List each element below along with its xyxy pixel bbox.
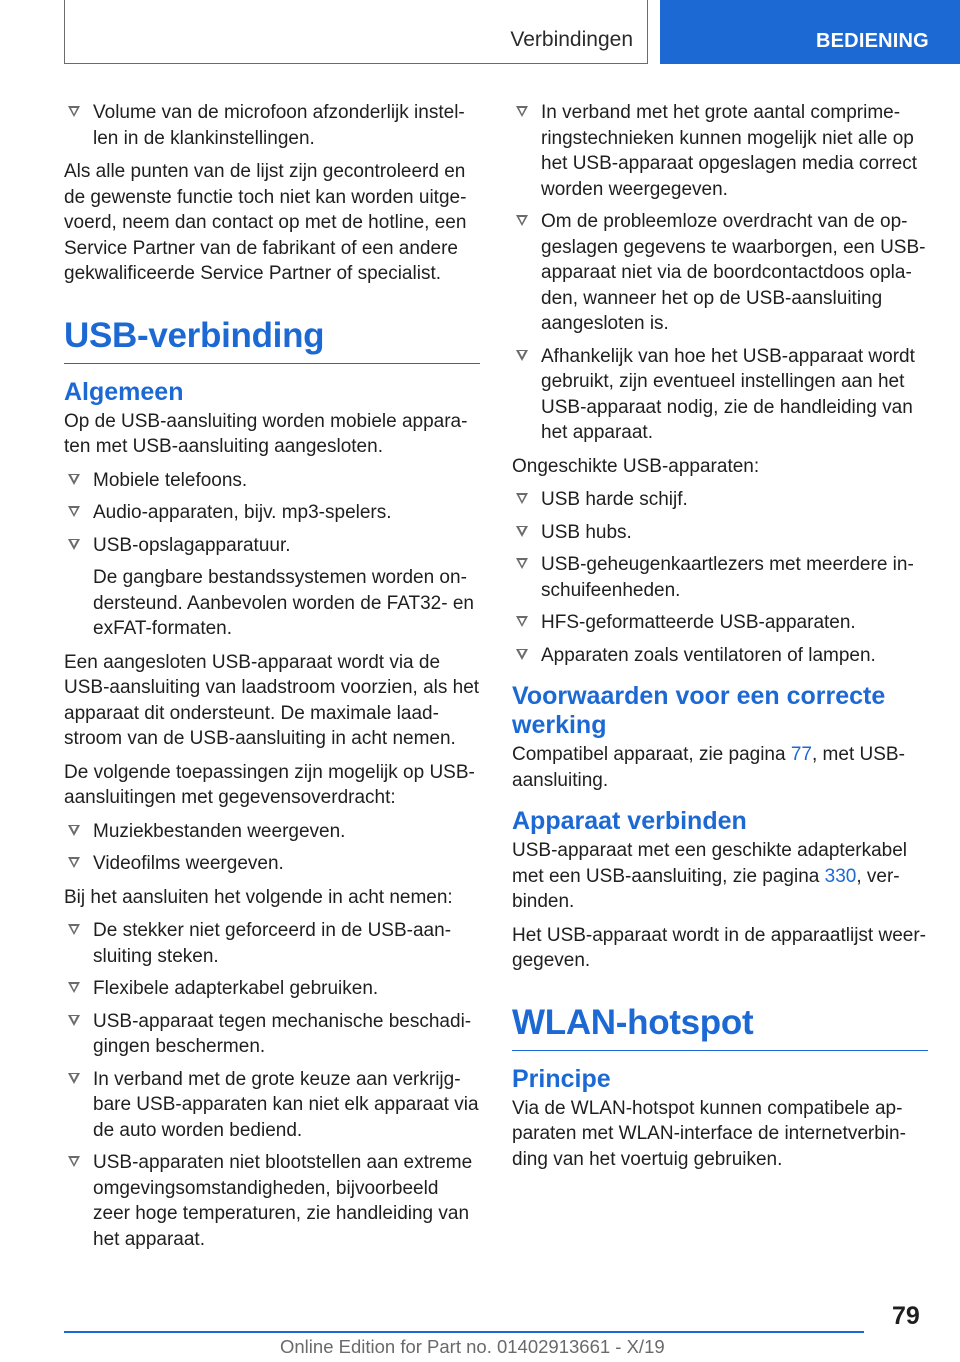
list-item: Om de probleemloze overdracht van de opgeslagen gegevens te waarborgen, een USB-apparaat niet via de boordcontactdoos opladen, wanneer het op de USB-aansluiting aangesloten is. [512, 209, 928, 337]
paragraph: Via de WLAN-hotspot kunnen compatibele apparaten met WLAN-interface de internetverbinding van het voertuig gebruiken. [512, 1097, 906, 1170]
bullet-list [64, 100, 480, 151]
section-heading-usb: USB-verbinding [64, 315, 480, 364]
list-item: Apparaten zoals ventilatoren of lampen. [512, 643, 928, 669]
triangle-bullet-icon [516, 350, 528, 361]
subheading-apparaat-verbinden: Apparaat verbinden [512, 807, 747, 835]
paragraph: Het USB-apparaat wordt in de apparaatlijst weergegeven. [512, 924, 926, 971]
header-section-title: Verbindingen [510, 28, 633, 51]
bullet-list [512, 487, 928, 668]
list-item: USB-apparaten niet blootstellen aan extreme omgevingsomstandigheden, bijvoorbeeld zeer hoge temperaturen, zie handleiding van het apparaat. [64, 1150, 480, 1252]
triangle-bullet-icon [68, 1156, 80, 1167]
paragraph: Compatibel apparaat, zie pagina 77, met USB-aansluiting. [512, 744, 905, 791]
bullet-list [512, 100, 928, 446]
list-item: Volume van de microfoon afzonderlijk instellen in de klankinstellingen. [64, 100, 480, 151]
paragraph: Ongeschikte USB-apparaten: [512, 455, 760, 477]
paragraph: Op de USB-aansluiting worden mobiele apparaten met USB-aansluiting aangesloten. [64, 410, 468, 457]
paragraph: Bij het aansluiten het volgende in acht nemen: [64, 886, 453, 908]
list-item: Muziekbestanden weergeven. [64, 819, 480, 845]
triangle-bullet-icon [68, 474, 80, 485]
triangle-bullet-icon [516, 558, 528, 569]
header-chapter-tab [660, 0, 960, 64]
bullet-list [64, 918, 480, 1252]
triangle-bullet-icon [68, 1073, 80, 1084]
header-section-box [64, 0, 648, 64]
bullet-list [64, 468, 480, 642]
triangle-bullet-icon [68, 1015, 80, 1026]
paragraph: Een aangesloten USB-apparaat wordt via de USB-aansluiting van laadstroom voorzien, als het apparaat dit ondersteunt. De maximale laadstroom van de USB-aansluiting in acht nemen. [64, 651, 480, 749]
list-item: Mobiele telefoons. [64, 468, 480, 494]
triangle-bullet-icon [516, 649, 528, 660]
list-item: USB-opslagapparatuur. De gangbare bestandssystemen worden ondersteund. Aanbevolen worden de FAT32- en exFAT-formaten. [64, 533, 480, 642]
list-item: Audio-apparaten, bijv. mp3-spelers. [64, 500, 480, 526]
list-item: USB-geheugenkaartlezers met meerdere inschuifeenheden. [512, 552, 928, 603]
left-column [64, 100, 480, 1260]
triangle-bullet-icon [68, 106, 80, 117]
list-item: USB hubs. [512, 520, 928, 546]
list-item: USB harde schijf. [512, 487, 928, 513]
triangle-bullet-icon [516, 616, 528, 627]
paragraph: USB-apparaat met een geschikte adapterkabel met een USB-aansluiting, zie pagina 330, verbinden. [512, 840, 908, 912]
page-link-77[interactable]: 77 [790, 744, 812, 765]
subheading-principe: Principe [512, 1064, 611, 1093]
page-number: 79 [892, 1302, 920, 1330]
list-item: HFS-geformatteerde USB-apparaten. [512, 610, 928, 636]
triangle-bullet-icon [516, 526, 528, 537]
list-item: In verband met het grote aantal comprimeringstechnieken kunnen mogelijk niet alle op het USB-apparaat opgeslagen media correct worden weergegeven. [512, 100, 928, 202]
triangle-bullet-icon [68, 924, 80, 935]
triangle-bullet-icon [68, 506, 80, 517]
list-item: De stekker niet geforceerd in de USB-aansluiting steken. [64, 918, 480, 969]
triangle-bullet-icon [68, 982, 80, 993]
paragraph: Als alle punten van de lijst zijn gecontroleerd en de gewenste functie toch niet kan worden uitgevoerd, neem dan contact op met de hotline, een Service Partner van de fabrikant of een andere gekwalificeerde Service Partner of specialist. [64, 161, 467, 284]
list-item: USB-apparaat tegen mechanische beschadigingen beschermen. [64, 1009, 480, 1060]
triangle-bullet-icon [516, 215, 528, 226]
triangle-bullet-icon [68, 857, 80, 868]
page-link-330[interactable]: 330 [824, 865, 857, 887]
right-column [512, 100, 928, 1180]
subheading-voorwaarden: Voorwaarden voor een correcte werking [512, 682, 886, 739]
list-item-note: De gangbare bestandssystemen worden ondersteund. Aanbevolen worden de FAT32- en exFAT-formaten. [93, 567, 474, 639]
triangle-bullet-icon [68, 825, 80, 836]
triangle-bullet-icon [516, 106, 528, 117]
footer-edition: Online Edition for Part no. 01402913661 - X/19 [280, 1336, 665, 1357]
list-item: Flexibele adapterkabel gebruiken. [64, 976, 480, 1002]
triangle-bullet-icon [68, 539, 80, 550]
section-heading-wlan: WLAN-hotspot [512, 1002, 928, 1051]
list-item: Videofilms weergeven. [64, 851, 480, 877]
footer-divider [64, 1331, 864, 1333]
paragraph: De volgende toepassingen zijn mogelijk op USB-aansluitingen met gegevensoverdracht: [64, 761, 475, 808]
bullet-list [64, 819, 480, 877]
triangle-bullet-icon [516, 493, 528, 504]
subheading-algemeen: Algemeen [64, 377, 184, 406]
list-item: In verband met de grote keuze aan verkrijgbare USB-apparaten kan niet elk apparaat via de auto worden bediend. [64, 1067, 480, 1144]
list-item: Afhankelijk van hoe het USB-apparaat wordt gebruikt, zijn eventueel instellingen aan het USB-apparaat nodig, zie de handleiding van het apparaat. [512, 344, 928, 446]
header-chapter-title: BEDIENING [816, 30, 929, 52]
